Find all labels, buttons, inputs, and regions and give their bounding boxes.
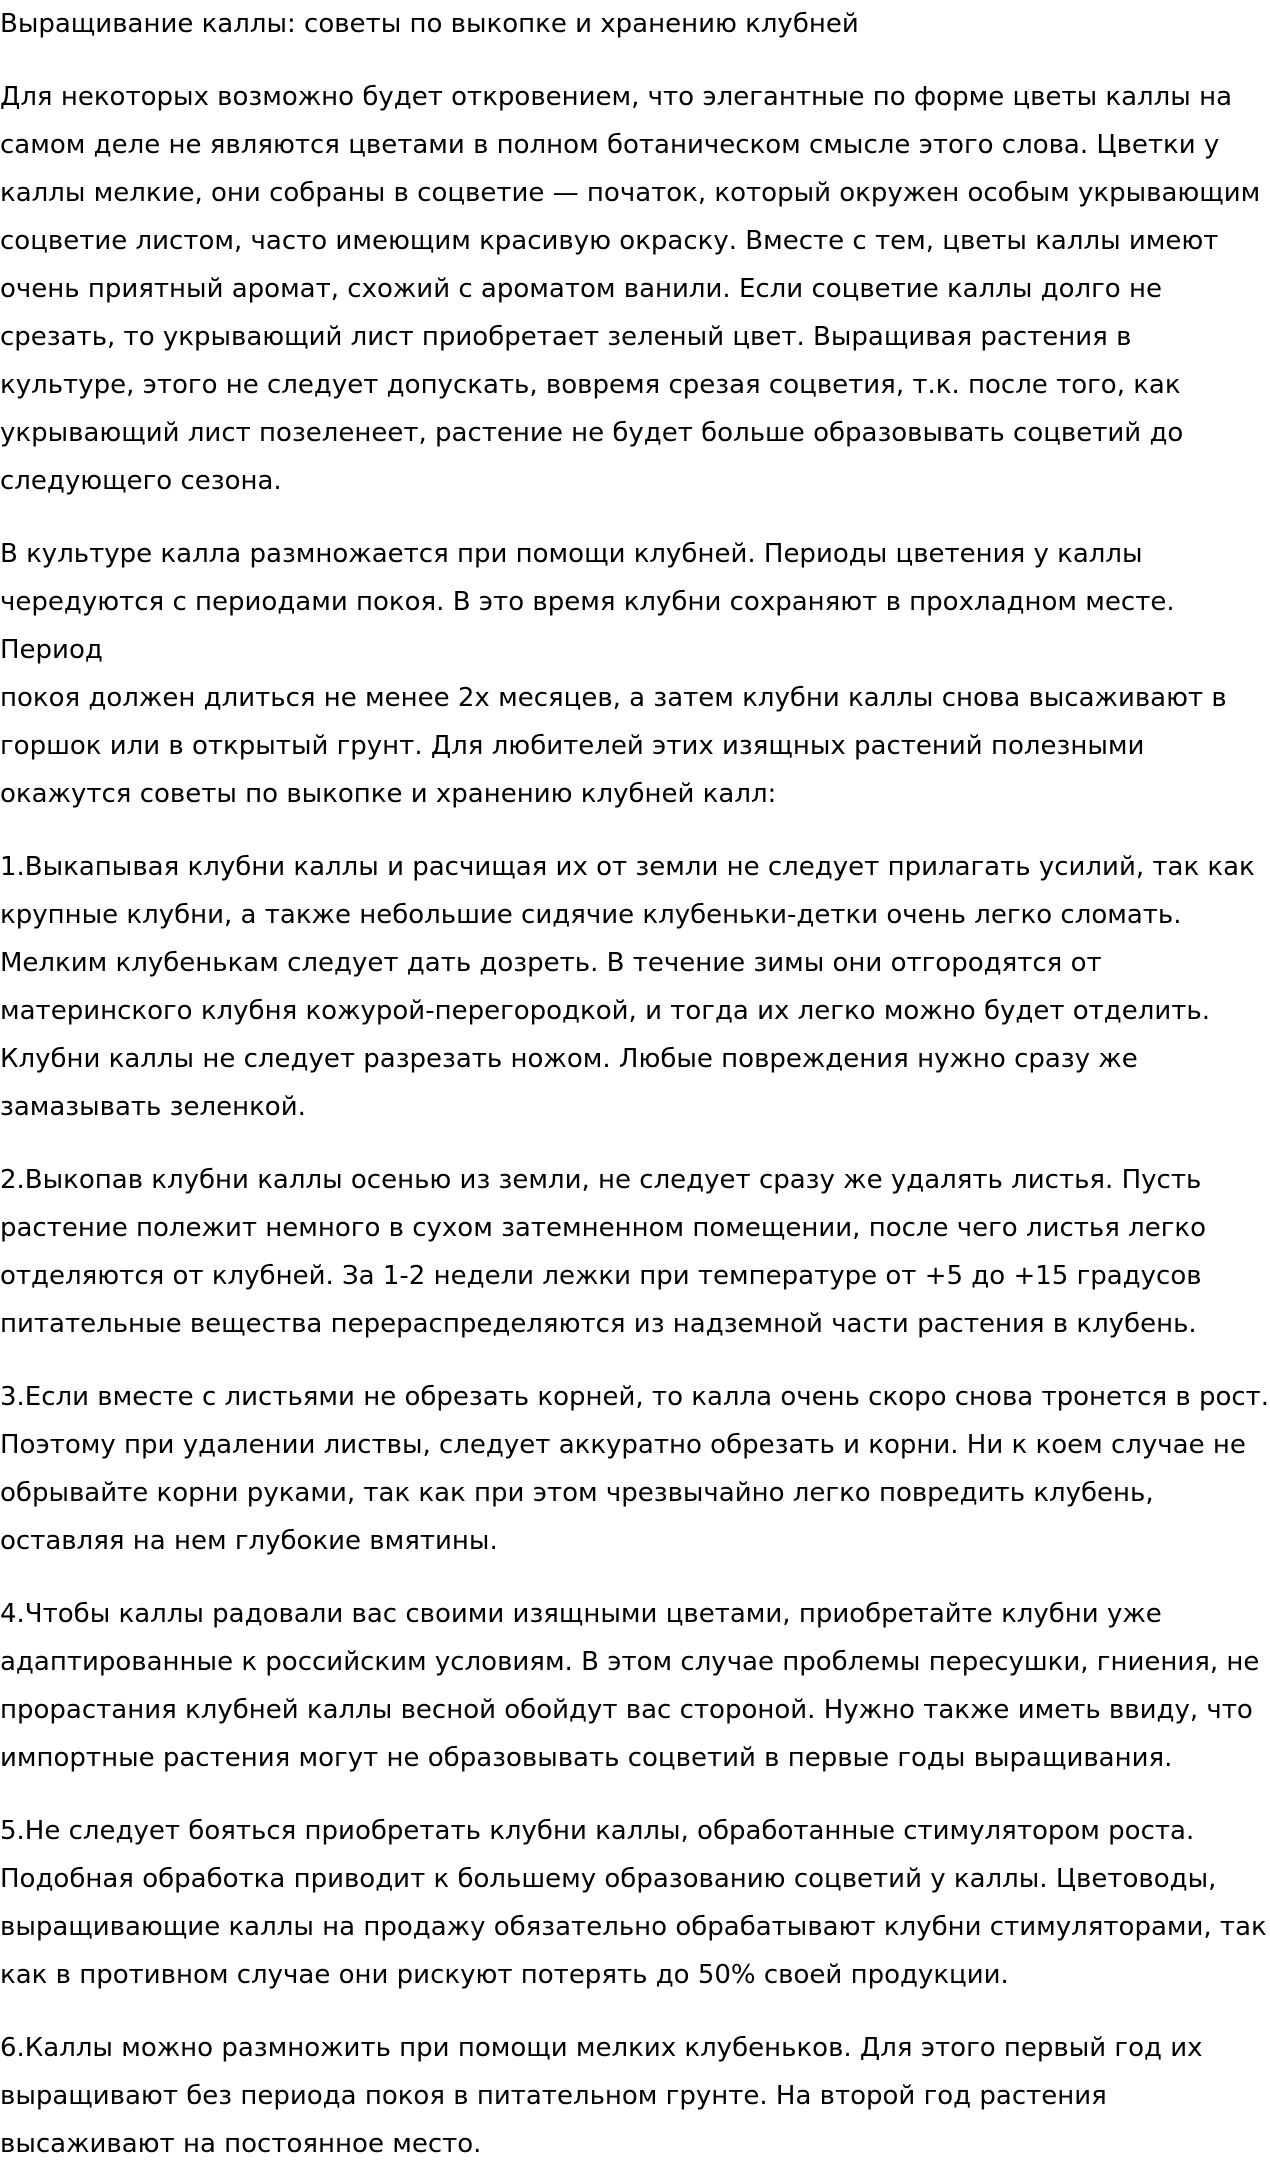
article-title: Выращивание каллы: советы по выкопке и хранению клубней <box>0 9 859 39</box>
tip-5: 5.Не следует бояться приобретать клубни каллы, обработанные стимулятором роста. Подобная обработка приводит к большему образованию соцветий у каллы. Цветоводы, выращивающие каллы на продажу обязательно обрабатывают клубни стимуляторами, так как в противном случае они рискуют потерять до 50% своей продукции. <box>0 1816 1267 1990</box>
tip-3: 3.Если вместе с листьями не обрезать корней, то калла очень скоро снова тронется в рост. Поэтому при удалении листвы, следует аккуратно обрезать и корни. Ни к коем случае не обрывайте корни руками, так как при этом чрезвычайно легко повредить клубень, оставляя на нем глубокие вмятины. <box>0 1382 1270 1556</box>
tip-6: 6.Каллы можно размножить при помощи мелких клубеньков. Для этого первый год их выращивают без периода покоя в питательном грунте. На второй год растения высаживают на постоянное место. <box>0 2033 1203 2159</box>
tip-4: 4.Чтобы каллы радовали вас своими изящными цветами, приобретайте клубни уже адаптированные к российским условиям. В этом случае проблемы пересушки, гниения, не прорастания клубней каллы весной обойдут вас стороной. Нужно также иметь ввиду, что импортные растения могут не образовывать соцветий в первые годы выращивания. <box>0 1599 1260 1773</box>
paragraph-propagation: В культуре калла размножается при помощи клубней. Периоды цветения у каллы чередуются с периодами покоя. В это время клубни сохраняют в прохладном месте. Период покоя должен длиться не менее 2х месяцев, а затем клубни каллы снова высаживают в горшок или в открытый грунт. Для любителей этих изящных растений полезными окажутся советы по выкопке и хранению клубней калл: <box>0 539 1227 809</box>
tip-2: 2.Выкопав клубни каллы осенью из земли, не следует сразу же удалять листья. Пусть растение полежит немного в сухом затемненном помещении, после чего листья легко отделяются от клубней. За 1-2 недели лежки при температуре от +5 до +15 градусов питательные вещества перераспределяются из надземной части растения в клубень. <box>0 1165 1207 1339</box>
tip-1: 1.Выкапывая клубни каллы и расчищая их от земли не следует прилагать усилий, так как крупные клубни, а также небольшие сидячие клубеньки-детки очень легко сломать. Мелким клубенькам следует дать дозреть. В течение зимы они отгородятся от материнского клубня кожурой-перегородкой, и тогда их легко можно будет отделить. Клубни каллы не следует разрезать ножом. Любые повреждения нужно сразу же замазывать зеленкой. <box>0 852 1255 1122</box>
paragraph-intro: Для некоторых возможно будет откровением, что элегантные по форме цветы каллы на самом деле не являются цветами в полном ботаническом смысле этого слова. Цветки у каллы мелкие, они собраны в соцветие — початок, который окружен особым укрывающим соцветие листом, часто имеющим красивую окраску. Вместе с тем, цветы каллы имеют очень приятный аромат, схожий с ароматом ванили. Если соцветие каллы долго не срезать, то укрывающий лист приобретает зеленый цвет. Выращивая растения в культуре, этого не следует допускать, вовремя срезая соцветия, т.к. после того, как укрывающий лист позеленеет, растение не будет больше образовывать соцветий до следующего сезона. <box>0 82 1261 496</box>
